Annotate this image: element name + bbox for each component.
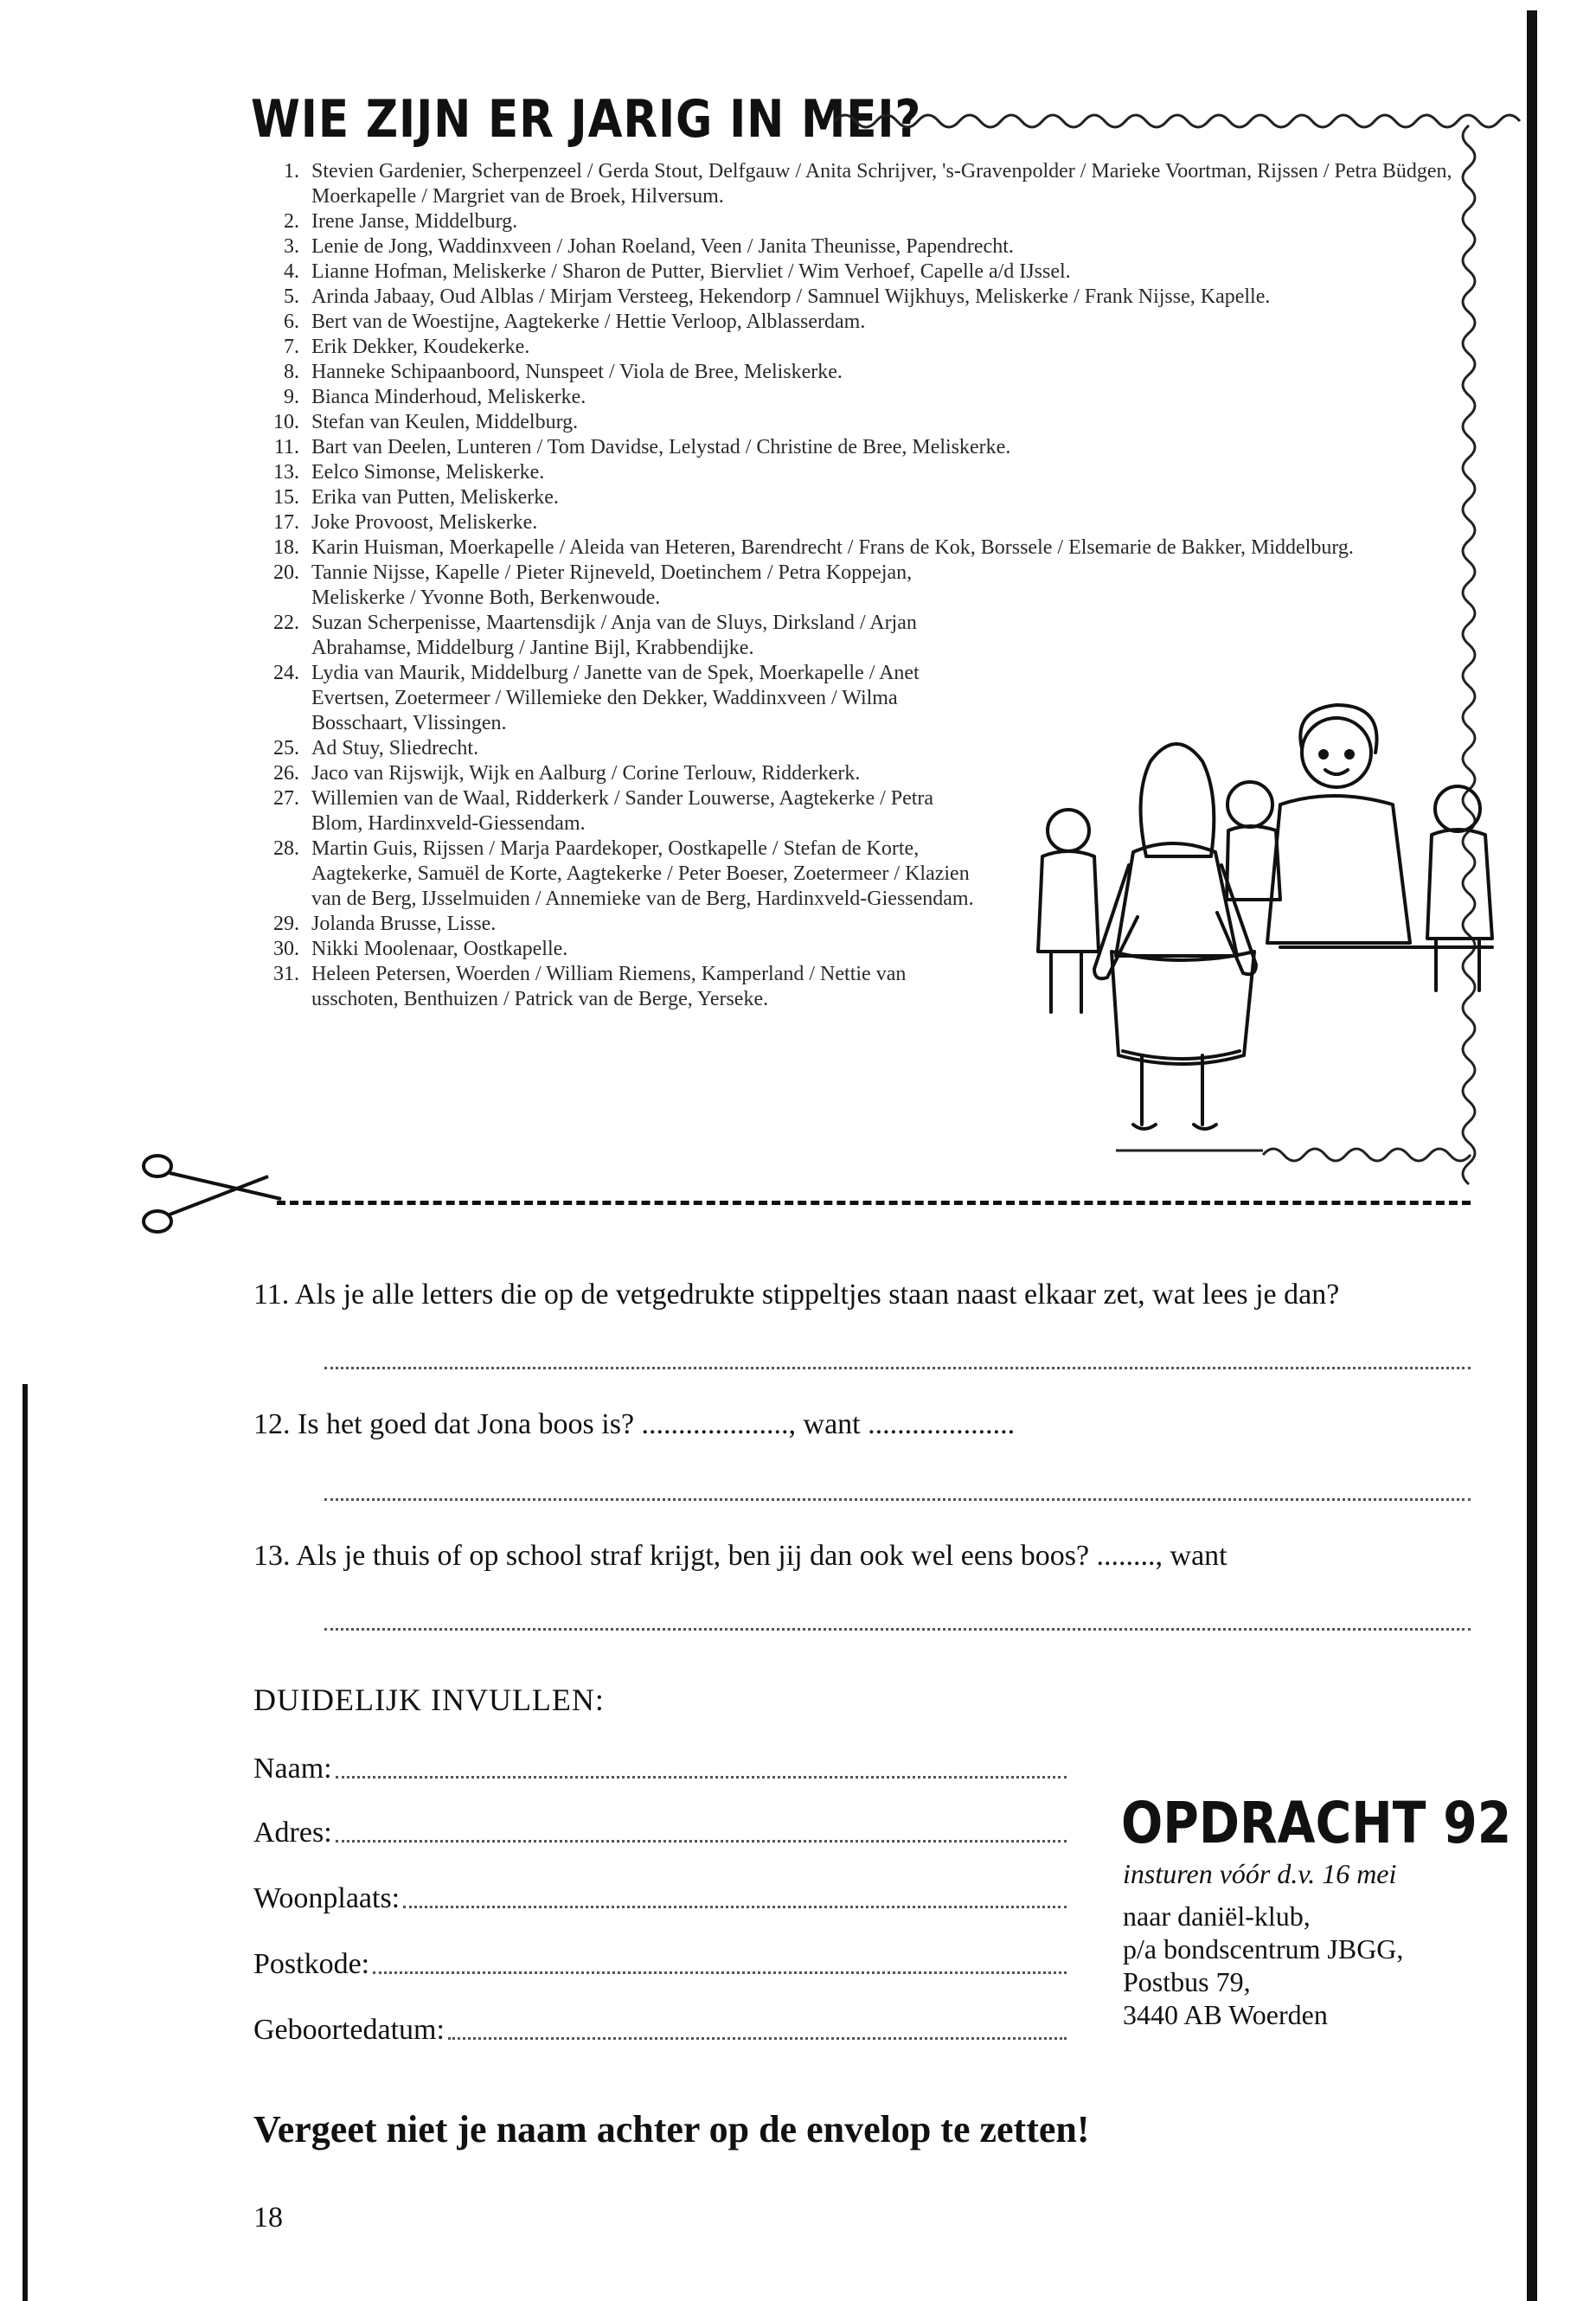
list-item: 27. Willemien van de Waal, Ridderkerk / Sander Louwerse, Aagtekerke / Petra Blom, Hardinxveld-Giessendam. (273, 787, 934, 835)
page-number: 18 (253, 2202, 283, 2234)
city-field[interactable]: Woonplaats: (253, 1882, 1067, 1915)
postcode-field[interactable]: Postkode: (253, 1948, 1067, 1981)
list-item: 31. Heleen Petersen, Woerden / William Riemens, Kamperland / Nettie van usschoten, Benthuizen / Patrick van de Berge, Yerseke. (273, 963, 907, 1010)
list-item: 9. Bianca Minderhoud, Meliskerke. (284, 386, 586, 408)
list-item: 2. Irene Janse, Middelburg. (284, 210, 518, 233)
page-edge-bar-left (22, 1384, 28, 2301)
list-item: 11. Bart van Deelen, Lunteren / Tom Davidse, Lelystad / Christine de Bree, Meliskerke. (273, 436, 1011, 458)
assignment-address: naar daniël-klub, p/a bondscentrum JBGG, Postbus 79, 3440 AB Woerden (1123, 1900, 1404, 2030)
question-11: 11. Als je alle letters die op de vetgedrukte stippeltjes staan naast elkaar zet, wat lees je dan? (253, 1279, 1340, 1311)
list-item: 7. Erik Dekker, Koudekerke. (284, 336, 530, 358)
list-item: 28. Martin Guis, Rijssen / Marja Paardekoper, Oostkapelle / Stefan de Korte, Aagtekerke, Samuël de Korte, Aagtekerke / Peter Boeser, Zoetermeer / Klazien van de Berg, IJsselmuiden / Annemieke van de Berg, Hardinxveld-Giessendam. (273, 837, 974, 910)
list-item: 13. Eelco Simonse, Meliskerke. (273, 461, 545, 484)
question-13: 13. Als je thuis of op school straf krijgt, ben jij dan ook wel eens boos? ........, want (253, 1540, 1227, 1572)
name-field[interactable]: Naam: (253, 1753, 1067, 1785)
list-item: 30. Nikki Moolenaar, Oostkapelle. (273, 938, 568, 960)
list-item: 24. Lydia van Maurik, Middelburg / Janette van de Spek, Moerkapelle / Anet Evertsen, Zoetermeer / Willemieke den Dekker, Waddinxveen / Wilma Bosschaart, Vlissingen. (273, 662, 920, 734)
answer-line-12[interactable] (324, 1498, 1471, 1501)
birthday-heading: WIE ZIJN ER JARIG IN MEI? (251, 89, 922, 150)
list-item: 25. Ad Stuy, Sliedrecht. (273, 737, 479, 760)
list-item: 20. Tannie Nijsse, Kapelle / Pieter Rijneveld, Doetinchem / Petra Koppejan, Meliskerke / Yvonne Both, Berkenwoude. (273, 561, 913, 609)
list-item: 22. Suzan Scherpenisse, Maartensdijk / Anja van de Sluys, Dirksland / Arjan Abrahamse, Middelburg / Jantine Bijl, Krabbendijke. (273, 612, 917, 659)
list-item: 29. Jolanda Brusse, Lisse. (273, 913, 497, 935)
assignment-title: OPDRACHT 92 (1121, 1790, 1512, 1856)
birthdate-field[interactable]: Geboortedatum: (253, 2014, 1067, 2047)
cut-line (277, 1201, 1471, 1205)
list-item: 5. Arinda Jabaay, Oud Alblas / Mirjam Versteeg, Hekendorp / Samnuel Wijkhuys, Meliskerke / Frank Nijsse, Kapelle. (284, 285, 1271, 308)
list-item: 3. Lenie de Jong, Waddinxveen / Johan Roeland, Veen / Janita Theunisse, Papendrecht. (284, 235, 1014, 258)
question-12: 12. Is het goed dat Jona boos is? ...................., want .................... (253, 1408, 1016, 1440)
form-title: DUIDELIJK INVULLEN: (253, 1682, 605, 1717)
answer-line-13[interactable] (324, 1628, 1471, 1631)
list-item: 8. Hanneke Schipaanboord, Nunspeet / Viola de Bree, Meliskerke. (284, 361, 843, 383)
list-item: 18. Karin Huisman, Moerkapelle / Aleida van Heteren, Barendrecht / Frans de Kok, Borssele / Elsemarie de Bakker, Middelburg. (273, 536, 1354, 559)
assignment-deadline: insturen vóór d.v. 16 mei (1123, 1858, 1397, 1889)
list-item: 1. Stevien Gardenier, Scherpenzeel / Gerda Stout, Delfgauw / Anita Schrijver, 's-Gravenpolder / Marieke Voortman, Rijssen / Petra Büdgen, Moerkapelle / Margriet van de Broek, Hilversum. (284, 160, 1452, 208)
envelope-reminder: Vergeet niet je naam achter op de envelop te zetten! (253, 2108, 1090, 2150)
list-item: 6. Bert van de Woestijne, Aagtekerke / Hettie Verloop, Alblasserdam. (284, 311, 866, 333)
list-item: 17. Joke Provoost, Meliskerke. (273, 511, 538, 534)
list-item: 4. Lianne Hofman, Meliskerke / Sharon de Putter, Biervliet / Wim Verhoef, Capelle a/d IJssel. (284, 260, 1071, 283)
address-field[interactable]: Adres: (253, 1817, 1067, 1849)
list-item: 26. Jaco van Rijswijk, Wijk en Aalburg / Corine Terlouw, Ridderkerk. (273, 762, 861, 785)
children-illustration (1021, 701, 1505, 1159)
scissors-icon (138, 1142, 285, 1246)
answer-line-11[interactable] (324, 1367, 1471, 1369)
list-item: 10. Stefan van Keulen, Middelburg. (273, 411, 579, 433)
list-item: 15. Erika van Putten, Meliskerke. (273, 486, 559, 509)
